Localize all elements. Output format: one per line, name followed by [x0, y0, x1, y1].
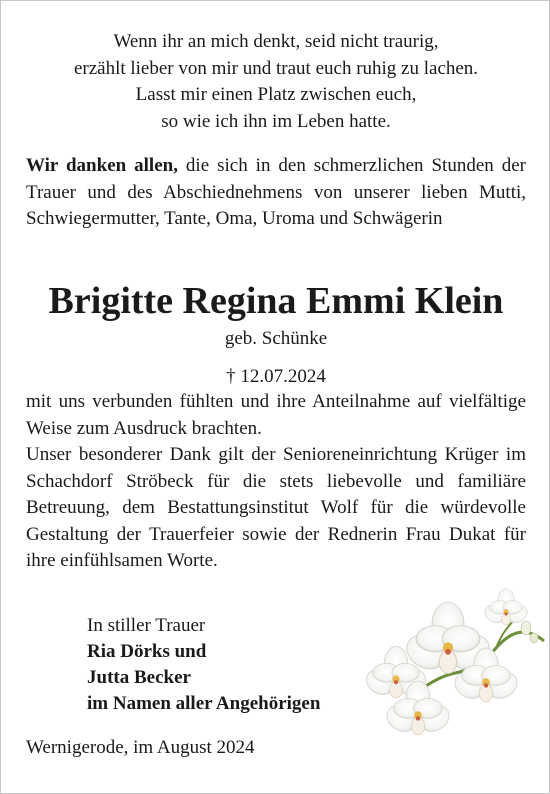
signature-name: Ria Dörks und — [87, 641, 207, 662]
poem-line: Wenn ihr an mich denkt, seid nicht traurig, — [113, 31, 439, 52]
poem — [21, 29, 531, 135]
signature-name: im Namen aller Angehörigen — [87, 693, 321, 714]
signature-intro: In stiller Trauer — [87, 615, 206, 636]
poem-line: so wie ich ihn im Leben hatte. — [161, 110, 391, 132]
thanks-paragraph — [26, 153, 526, 233]
birth-name: geb. Schünke — [224, 328, 328, 349]
place-date: Wernigerode, im August 2024 — [26, 737, 255, 758]
thanks-text: die sich in den schmerzlichen Stunden der Trauer und des Abschiednehmens von unserer lieben Mutti, Schwiegermutter, Tante, Oma, Uroma und Schwägerin — [26, 155, 526, 229]
acknowledgement-paragraph: Unser besonderer Dank gilt der Senioreneinrichtung Krüger im Schachdorf Ströbeck für die stets liebevolle und familiäre Betreuung, dem Bestattungsinstitut Wolf für die würdevolle Gestaltung der Trauerfeier sowie der Rednerin Frau Dukat für ihre einfühlsamen Worte. — [26, 444, 526, 571]
signature-block — [87, 613, 387, 717]
thanks-lead: Wir danken allen, — [26, 155, 178, 176]
poem-line: Lasst mir einen Platz zwischen euch, — [135, 84, 417, 105]
orchid-icon — [356, 586, 546, 746]
acknowledgement-paragraph: mit uns verbunden fühlten und ihre Anteilnahme auf vielfältige Weise zum Ausdruck brachten. — [26, 391, 526, 439]
death-date: † 12.07.2024 — [226, 366, 326, 387]
acknowledgement-text — [26, 389, 526, 575]
signature-name: Jutta Becker — [87, 667, 191, 688]
deceased-name: Brigitte Regina Emmi Klein — [48, 280, 504, 322]
poem-line: erzählt lieber von mir und traut euch ruhig zu lachen. — [73, 57, 479, 79]
